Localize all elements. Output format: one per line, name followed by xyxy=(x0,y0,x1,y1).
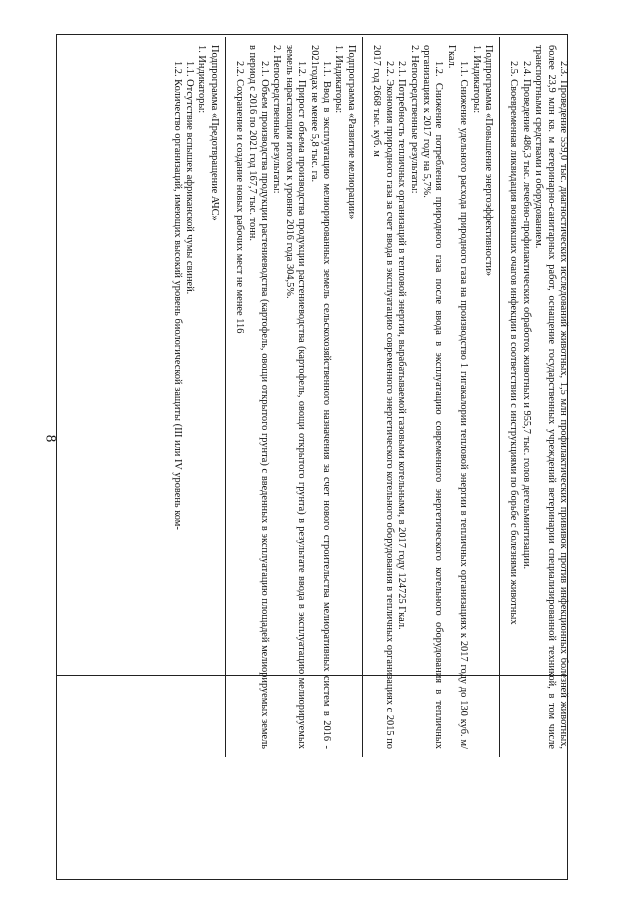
subprogram-title: Подпрограмма «Предотвращение АЧС» xyxy=(208,45,220,221)
asf-prevention-block xyxy=(166,41,220,753)
results-heading: 2. Непосредственные результаты: xyxy=(271,45,283,194)
subprogram-title: Подпрограмма «Развитие мелиорации» xyxy=(345,45,357,220)
energy-efficiency-block xyxy=(366,41,494,753)
indicator-1-1: 1.1. Отсутствие вспышек африканской чумы свиней. xyxy=(184,61,196,295)
paragraph-2-4: 2.4. Проведение 486,3 тыс. лечебно-профилактических обработок животных и 955,7 тыс. голов дегельминтизации. xyxy=(520,61,532,570)
indicator-1-1: 1.1. Ввод в эксплуатацию мелиорированных земель сельскохозяйственного назначения за счет нового строительства мелиоративных систем в 2016 - 2021годах не менее 5,8 тыс. га. xyxy=(308,45,333,749)
indicator-1-2: 1.2. Прирост объема производства продукции растениеводства (картофель, овощи открытого грунта) в результате ввода в эксплуатацию мелиорируемых земель нарастающим итогом к уровню 2016 года 304,5%. xyxy=(283,45,308,749)
page-number: 8 xyxy=(42,434,59,443)
paragraph-2-3: 2.3. Проведение 559,0 тыс. диагностических исследований животных, 1,5 млн профилактических прививок против инфекционных болезней животных, более 23,9 млн кв. м ветеринарно-санитарных работ, оснащение государственных учреждений ветеринарии специализированной техникой, в том числе транспортными средствами и оборудованием. xyxy=(533,45,569,749)
table-frame xyxy=(56,34,568,880)
melioration-block xyxy=(229,41,357,753)
results-heading: 2. Непосредственные результаты: xyxy=(408,45,420,194)
indicator-1-2: 1.2. Количество организаций, имеющих высокий уровень биологической защиты (III или IV уровень ком- xyxy=(171,61,183,530)
rotated-content-column xyxy=(63,41,569,753)
indicators-heading: 1. Индикаторы: xyxy=(470,45,482,114)
result-2-1: 2.1. Объем производства продукции растениеводства (картофель, овощи открытого грунта) с введенных в эксплуатацию площадей мелиорируемых земель в период с 2016 по 2021 год 167,7 тыс. тонн. xyxy=(246,45,271,749)
row-separator xyxy=(362,37,363,757)
indicator-1-1: 1.1. Снижение удельного расхода природного газа на производство 1 гигакалории тепловой энергии в тепличных организациях к 2017 году до 130 куб. м/ Гкал. xyxy=(445,45,470,749)
indicators-heading: 1. Индикаторы: xyxy=(196,45,208,114)
subprogram-title: Подпрограмма «Повышение энергоэффективности» xyxy=(482,45,494,277)
result-2-1: 2.1. Потребность тепличных организаций в тепловой энергии, вырабатываемой газовыми котельными, в 2017 году 124725 Гкал. xyxy=(396,61,408,630)
animal-health-block xyxy=(503,41,569,753)
row-separator xyxy=(225,37,226,757)
paragraph-2-5: 2.5. Своевременная ликвидация возникших очагов инфекции в соответствии с инструкциями по борьбе с болезнями животных xyxy=(508,61,520,625)
indicators-heading: 1. Индикаторы: xyxy=(333,45,345,114)
indicator-1-2: 1.2. Снижение потребления природного газа после ввода в эксплуатацию современного энергетического котельного оборудования в тепличных организациях к 2017 году на 5,7%. xyxy=(420,45,445,749)
result-2-2: 2.2. Экономия природного газа за счет ввода в эксплуатацию современного энергетического котельного оборудования в тепличных организациях с 2015 по 2017 год 2668 тыс. куб. м xyxy=(371,45,395,749)
row-separator xyxy=(499,37,500,757)
result-2-2: 2.2. Сохранение и создание новых рабочих мест не менее 116 xyxy=(234,61,246,334)
